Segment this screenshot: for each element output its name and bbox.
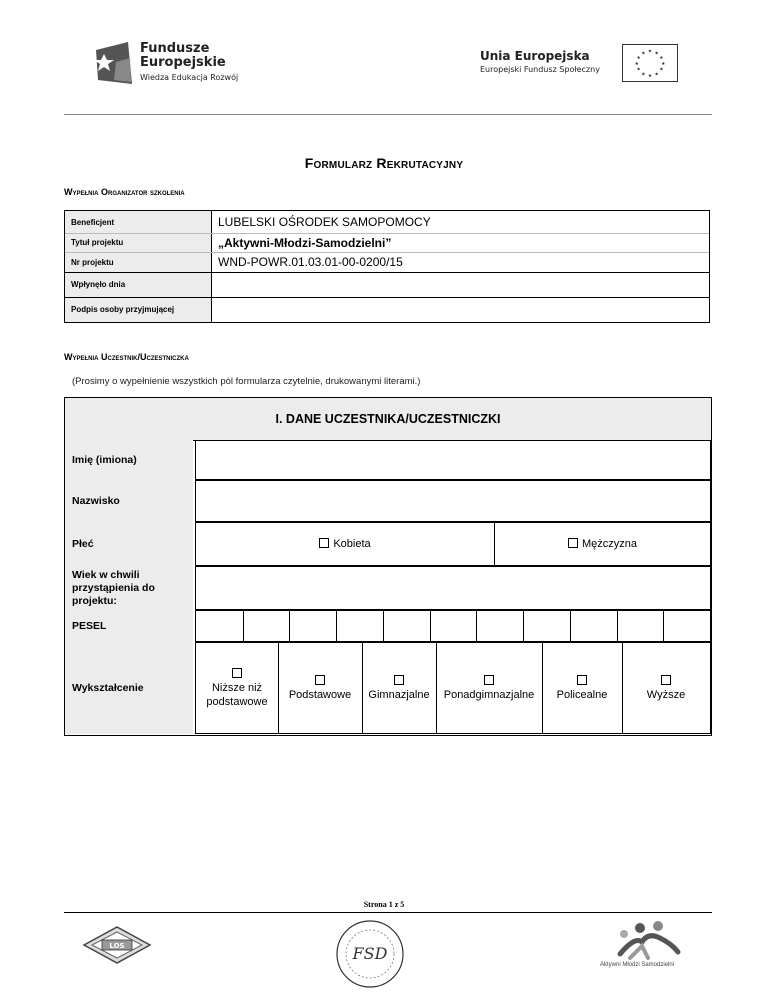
checkbox-icon[interactable]	[394, 675, 404, 685]
header-divider	[64, 114, 712, 115]
svg-text:★: ★	[641, 72, 646, 78]
pesel-digit-cell[interactable]	[430, 611, 478, 641]
svg-text:★: ★	[636, 56, 641, 62]
svg-text:FSD: FSD	[352, 944, 388, 963]
edu-option[interactable]	[196, 643, 279, 733]
plec-label: Płeć	[65, 522, 193, 566]
svg-text:★: ★	[659, 56, 664, 62]
wyksztalcenie-field	[195, 642, 711, 734]
participant-table	[64, 397, 712, 736]
pesel-digit-cell[interactable]	[476, 611, 524, 641]
row-divider	[65, 233, 709, 234]
sex-option-label: Kobieta	[333, 538, 371, 550]
edu-option-label: Policealne	[556, 688, 608, 701]
pesel-digit-cell[interactable]	[243, 611, 291, 641]
svg-text:★: ★	[661, 61, 666, 67]
edu-option-label: Podstawowe	[288, 688, 352, 701]
fundusze-europejskie-logo	[94, 40, 264, 86]
checkbox-icon[interactable]	[484, 675, 494, 685]
podpis-field[interactable]	[211, 297, 709, 322]
edu-option-label: Niższe niż podstawowe	[206, 681, 268, 708]
svg-text:★: ★	[654, 72, 659, 78]
amz-logo-text: Aktywni Młodzi Samodzielni	[600, 962, 675, 968]
sex-option-mezczyzna[interactable]	[495, 523, 710, 565]
beneficjent-label: Beneficjent	[65, 211, 211, 233]
eu-line1: Unia Europejska	[480, 49, 590, 63]
sex-option-label: Mężczyzna	[581, 538, 638, 550]
checkbox-icon[interactable]	[319, 538, 329, 548]
fsd-seal-icon	[334, 918, 406, 990]
eu-line2: Europejski Fundusz Społeczny	[480, 65, 600, 74]
table-title: I. DANE UCZESTNIKA/UCZESTNICZKI	[65, 398, 711, 441]
pesel-digit-cell[interactable]	[196, 611, 244, 641]
eu-label	[480, 48, 600, 76]
podpis-label: Podpis osoby przyjmującej	[65, 297, 211, 322]
svg-text:★: ★	[634, 61, 639, 67]
wiek-label: Wiek w chwili przystąpienia do projektu:	[65, 566, 193, 610]
pesel-digit-cell[interactable]	[289, 611, 337, 641]
pesel-label: PESEL	[65, 610, 193, 642]
edu-option[interactable]	[278, 643, 363, 733]
checkbox-icon[interactable]	[661, 675, 671, 685]
svg-text:★: ★	[659, 67, 664, 73]
organizer-heading: Wypełnia Organizator szkolenia	[64, 187, 185, 197]
los-logo-icon	[82, 925, 152, 965]
participant-heading: Wypełnia Uczestnik/Uczestniczka	[64, 352, 189, 362]
fe-line2: Europejskie	[140, 55, 226, 70]
wyksztalcenie-label: Wykształcenie	[65, 642, 193, 734]
eu-flag-icon	[622, 44, 678, 82]
edu-option[interactable]	[436, 643, 543, 733]
svg-text:★: ★	[636, 67, 641, 73]
edu-option-label: Ponadgimnazjalne	[443, 688, 535, 701]
beneficjent-value: LUBELSKI OŚRODEK SAMOPOMOCY	[218, 215, 431, 229]
fe-line1: Fundusze	[140, 41, 210, 56]
edu-option-label: Gimnazjalne	[368, 688, 430, 701]
imie-label: Imię (imiona)	[65, 440, 193, 480]
page-title: Formularz Rekrutacyjny	[304, 155, 464, 171]
imie-field[interactable]	[195, 440, 711, 480]
pesel-digit-cell[interactable]	[523, 611, 571, 641]
pesel-digit-cell[interactable]	[383, 611, 431, 641]
pesel-digit-cell[interactable]	[570, 611, 618, 641]
svg-text:★: ★	[647, 49, 653, 55]
footer-divider	[64, 912, 712, 913]
sex-option-kobieta[interactable]	[196, 523, 495, 565]
wiek-field[interactable]	[195, 566, 711, 610]
plec-field	[195, 522, 711, 566]
checkbox-icon[interactable]	[577, 675, 587, 685]
column-divider	[211, 211, 212, 322]
pesel-digit-cell[interactable]	[663, 611, 710, 641]
edu-option[interactable]	[622, 643, 710, 733]
checkbox-icon[interactable]	[568, 538, 578, 548]
los-logo-text: LOS	[109, 942, 125, 950]
checkbox-icon[interactable]	[232, 668, 242, 678]
tytul-projektu-value: „Aktywni-Młodzi-Samodzielni”	[218, 235, 392, 250]
edu-option[interactable]	[542, 643, 623, 733]
edu-option[interactable]	[362, 643, 437, 733]
nr-projektu-value: WND-POWR.01.03.01-00-0200/15	[218, 255, 403, 269]
fe-star-icon	[94, 40, 134, 86]
svg-text:★: ★	[641, 51, 646, 57]
row-divider	[65, 272, 709, 273]
row-divider	[65, 252, 709, 253]
svg-text:★: ★	[647, 74, 653, 80]
nr-projektu-label: Nr projektu	[65, 252, 211, 272]
organizer-table	[64, 210, 710, 323]
pesel-digit-cell[interactable]	[617, 611, 665, 641]
tytul-projektu-label: Tytuł projektu	[65, 233, 211, 252]
pesel-digit-cell[interactable]	[336, 611, 384, 641]
nazwisko-label: Nazwisko	[65, 480, 193, 522]
instruction-text: (Prosimy o wypełnienie wszystkich pól formularza czytelnie, drukowanymi literami.)	[72, 376, 421, 387]
row-divider	[65, 297, 709, 298]
wplynelo-dnia-field[interactable]	[211, 272, 709, 297]
nazwisko-field[interactable]	[195, 480, 711, 522]
svg-text:★: ★	[654, 51, 659, 57]
fe-line3: Wiedza Edukacja Rozwój	[140, 73, 239, 82]
checkbox-icon[interactable]	[315, 675, 325, 685]
edu-option-label: Wyższe	[646, 688, 686, 701]
page-number: Strona 1 z 5	[363, 900, 405, 909]
wplynelo-dnia-label: Wpłynęło dnia	[65, 272, 211, 297]
pesel-field	[195, 610, 711, 642]
